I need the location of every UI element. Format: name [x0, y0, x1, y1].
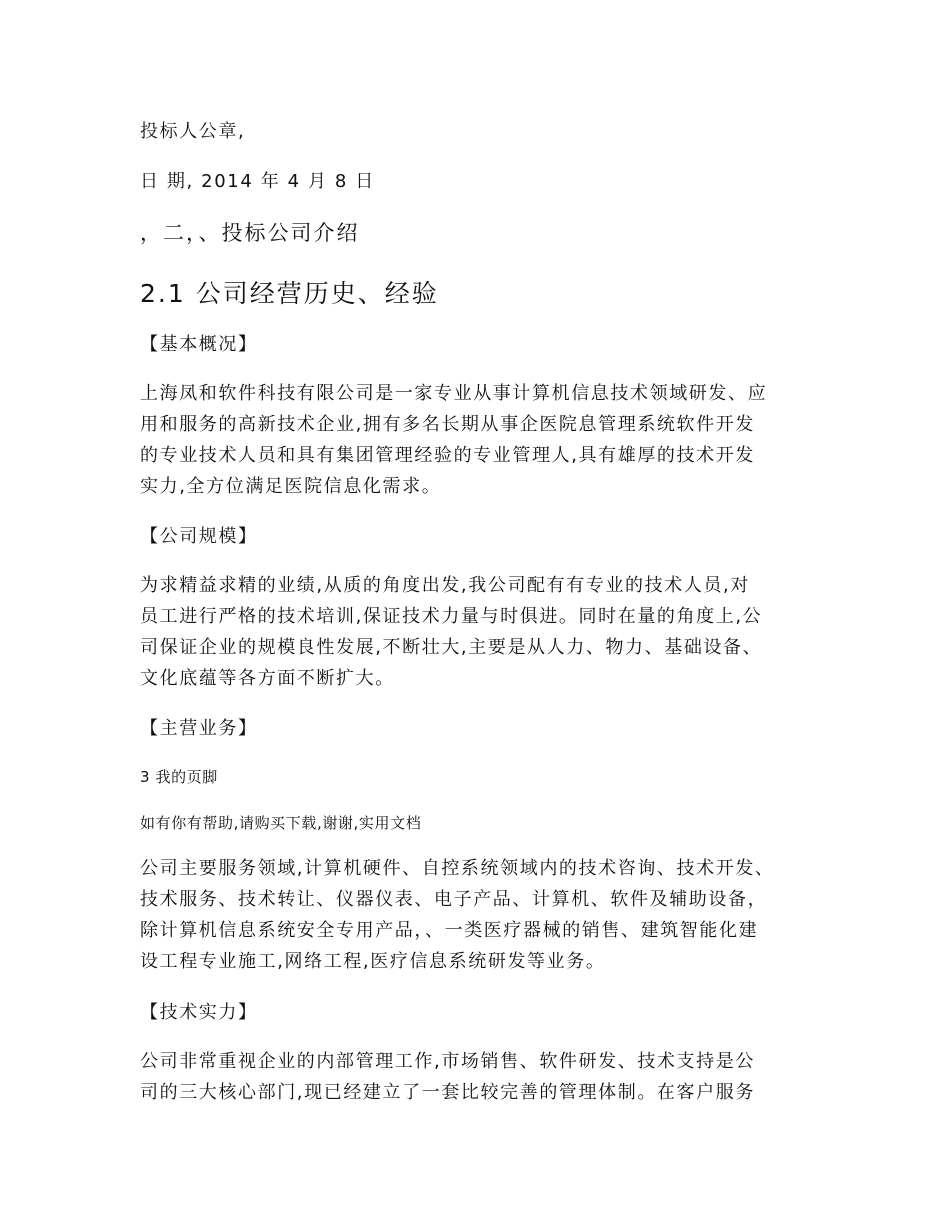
- footer-note: 如有你有帮助,请购买下载,谢谢,实用文档: [140, 814, 422, 832]
- paragraph-line: 司保证企业的规模良性发展,不断壮大,主要是从人力、物力、基础设备、: [140, 637, 763, 658]
- paragraph-line: 除计算机信息系统安全专用产品，、一类医疗器械的销售、建筑智能化建: [140, 920, 759, 941]
- section-title: ，二，、投标公司介绍: [140, 221, 360, 245]
- overview-paragraph: [140, 378, 767, 502]
- paragraph-line: 文化底蕴等各方面不断扩大。: [140, 668, 395, 689]
- business-label: 【主营业务】: [140, 718, 258, 739]
- paragraph-line: 上海凤和软件科技有限公司是一家专业从事计算机信息技术领域研发、应: [140, 383, 768, 404]
- scale-label: 【公司规模】: [140, 526, 258, 547]
- paragraph-line: 实力,全方位满足医院信息化需求。: [140, 476, 442, 497]
- bidder-seal-line: 投标人公章,: [140, 121, 246, 142]
- paragraph-line: 公司非常重视企业的内部管理工作,市场销售、软件研发、技术支持是公: [140, 1051, 755, 1072]
- overview-label: 【基本概况】: [140, 334, 258, 355]
- tech-label: 【技术实力】: [140, 1002, 258, 1023]
- paragraph-line: 用和服务的高新技术企业,拥有多名长期从事企医院息管理系统软件开发: [140, 414, 755, 435]
- paragraph-line: 技术服务、技术转让、仪器仪表、电子产品、计算机、软件及辅助设备，: [140, 889, 768, 910]
- paragraph-line: 的专业技术人员和具有集团管理经验的专业管理人,具有雄厚的技术开发: [140, 445, 755, 466]
- paragraph-line: 公司主要服务领域,计算机硬件、自控系统领域内的技术咨询、技术开发、: [140, 858, 775, 879]
- paragraph-line: 为求精益求精的业绩,从质的角度出发,我公司配有有专业的技术人员,对: [140, 575, 750, 596]
- paragraph-line: 员工进行严格的技术培训,保证技术力量与时俱进。同时在量的角度上,公: [140, 606, 763, 627]
- business-paragraph: [140, 853, 775, 977]
- scale-paragraph: [140, 570, 762, 694]
- paragraph-line: 司的三大核心部门,现已经建立了一套比较完善的管理体制。在客户服务: [140, 1082, 755, 1103]
- paragraph-line: 设工程专业施工,网络工程,医疗信息系统研发等业务。: [140, 951, 606, 972]
- tech-paragraph: [140, 1046, 755, 1108]
- date-line: 日 期, 2014 年 4 月 8 日: [140, 171, 375, 192]
- company-history-heading: 2.1 公司经营历史、经验: [140, 279, 439, 308]
- footer-text: 3 我的页脚: [140, 768, 218, 786]
